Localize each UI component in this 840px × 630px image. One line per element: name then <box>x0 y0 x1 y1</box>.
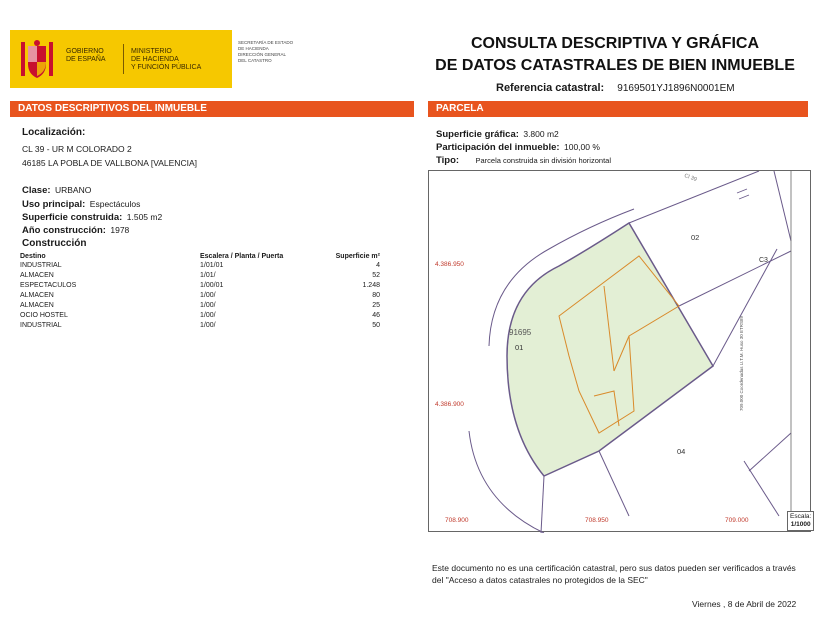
cell-destino: INDUSTRIAL <box>20 322 62 329</box>
neighbor-04: 04 <box>677 447 686 456</box>
neighbor-line <box>599 451 629 516</box>
cell-escalera: 1/01/ <box>200 272 216 279</box>
coord-x3: 709.000 <box>725 517 749 524</box>
disclaimer-text: Este documento no es una certificación catastral, pero sus datos pueden ser verificados a través del "Acceso a datos catastrales no protegidos de la SEC" <box>432 563 796 585</box>
neighbor-line <box>744 461 779 516</box>
localizacion-label: Localización: <box>22 127 86 138</box>
construction-table <box>20 252 380 331</box>
address-line1: CL 39 - UR M COLORADO 2 <box>22 144 132 154</box>
neighbor-line <box>679 251 791 306</box>
cell-escalera: 1/00/01 <box>200 282 224 289</box>
neighbor-line <box>541 476 544 533</box>
coord-y1: 4.386.950 <box>435 261 464 268</box>
ref-label: Referencia catastral: <box>496 82 605 94</box>
cell-escalera: 1/00/ <box>200 302 216 309</box>
cell-destino: ALMACEN <box>20 292 54 299</box>
section-header-parcela: PARCELA <box>428 101 808 117</box>
table-row <box>20 281 380 291</box>
col-escalera: Escalera / Planta / Puerta <box>200 253 284 260</box>
cell-destino: ESPECTACULOS <box>20 282 77 289</box>
neighbor-c3: C3 <box>759 257 768 264</box>
sup-grafica-row: Superficie gráfica: 3.800 m2 <box>436 129 559 140</box>
address-line2: 46185 LA POBLA DE VALLBONA [VALENCIA] <box>22 158 197 168</box>
map-scale: Escala: 1/1000 <box>787 511 814 531</box>
cell-superficie: 46 <box>372 312 380 319</box>
table-row <box>20 261 380 271</box>
coat-of-arms-icon <box>19 38 55 82</box>
government-logo <box>10 30 232 88</box>
cell-superficie: 25 <box>372 302 380 309</box>
table-row <box>20 271 380 281</box>
coord-y2: 4.386.900 <box>435 401 464 408</box>
section-header-inmueble: DATOS DESCRIPTIVOS DEL INMUEBLE <box>10 101 414 117</box>
neighbor-line <box>774 171 791 241</box>
parcel-reference: 91695 <box>509 328 532 337</box>
tipo-row: Tipo: Parcela construida sin división horizontal <box>436 155 611 166</box>
neighbor-line <box>713 249 777 366</box>
cadastral-reference <box>496 82 735 94</box>
table-header-row <box>20 252 380 261</box>
logo-divider <box>123 44 124 74</box>
table-row <box>20 301 380 311</box>
construccion-title: Construcción <box>22 238 87 249</box>
cell-destino: INDUSTRIAL <box>20 262 62 269</box>
anio-row: Año construcción: 1978 <box>22 225 130 236</box>
table-row <box>20 321 380 331</box>
cell-destino: OCIO HOSTEL <box>20 312 68 319</box>
cell-escalera: 1/00/ <box>200 322 216 329</box>
cell-escalera: 1/00/ <box>200 312 216 319</box>
clase-row: Clase: URBANO <box>22 185 92 196</box>
table-row <box>20 311 380 321</box>
document-title: CONSULTA DESCRIPTIVA Y GRÁFICA DE DATOS CATASTRALES DE BIEN INMUEBLE <box>435 35 795 74</box>
coord-x1: 708.900 <box>445 517 469 524</box>
cell-escalera: 1/01/01 <box>200 262 224 269</box>
cell-superficie: 4 <box>376 262 380 269</box>
crosswalk-mark <box>737 189 749 199</box>
document-date: Viernes , 8 de Abril de 2022 <box>692 599 797 609</box>
cadastral-map[interactable] <box>428 170 811 532</box>
superficie-row: Superficie construida: 1.505 m2 <box>22 212 163 223</box>
plot-label: 01 <box>515 343 524 352</box>
ref-value: 9169501YJ1896N0001EM <box>617 83 735 94</box>
map-side-text: 709.000 Coordenadas U.T.M. Huso 30 ETRS89 <box>739 315 744 411</box>
parcel-plan <box>429 171 812 533</box>
cell-escalera: 1/00/ <box>200 292 216 299</box>
cell-superficie: 1.248 <box>362 282 380 289</box>
uso-row: Uso principal: Espectáculos <box>22 199 141 210</box>
secretaria-text: SECRETARÍA DE ESTADO DE HACIENDA DIRECCIÓN GENERAL DEL CATASTRO <box>238 40 294 63</box>
cell-superficie: 50 <box>372 322 380 329</box>
col-superficie: Superficie m² <box>335 253 380 260</box>
gobierno-text: GOBIERNO DE ESPAÑA <box>66 48 106 63</box>
neighbor-line <box>749 433 791 471</box>
cell-superficie: 80 <box>372 292 380 299</box>
table-row <box>20 291 380 301</box>
col-destino: Destino <box>20 253 46 260</box>
street-name: Cl 39 <box>683 172 698 184</box>
cell-superficie: 52 <box>372 272 380 279</box>
cell-destino: ALMACEN <box>20 302 54 309</box>
cell-destino: ALMACEN <box>20 272 54 279</box>
participacion-row: Participación del inmueble: 100,00 % <box>436 142 600 153</box>
ministerio-text: MINISTERIO DE HACIENDA Y FUNCIÓN PÚBLICA <box>131 48 202 71</box>
parcel-area <box>507 223 713 476</box>
neighbor-02: 02 <box>691 233 700 242</box>
coord-x2: 708.950 <box>585 517 609 524</box>
